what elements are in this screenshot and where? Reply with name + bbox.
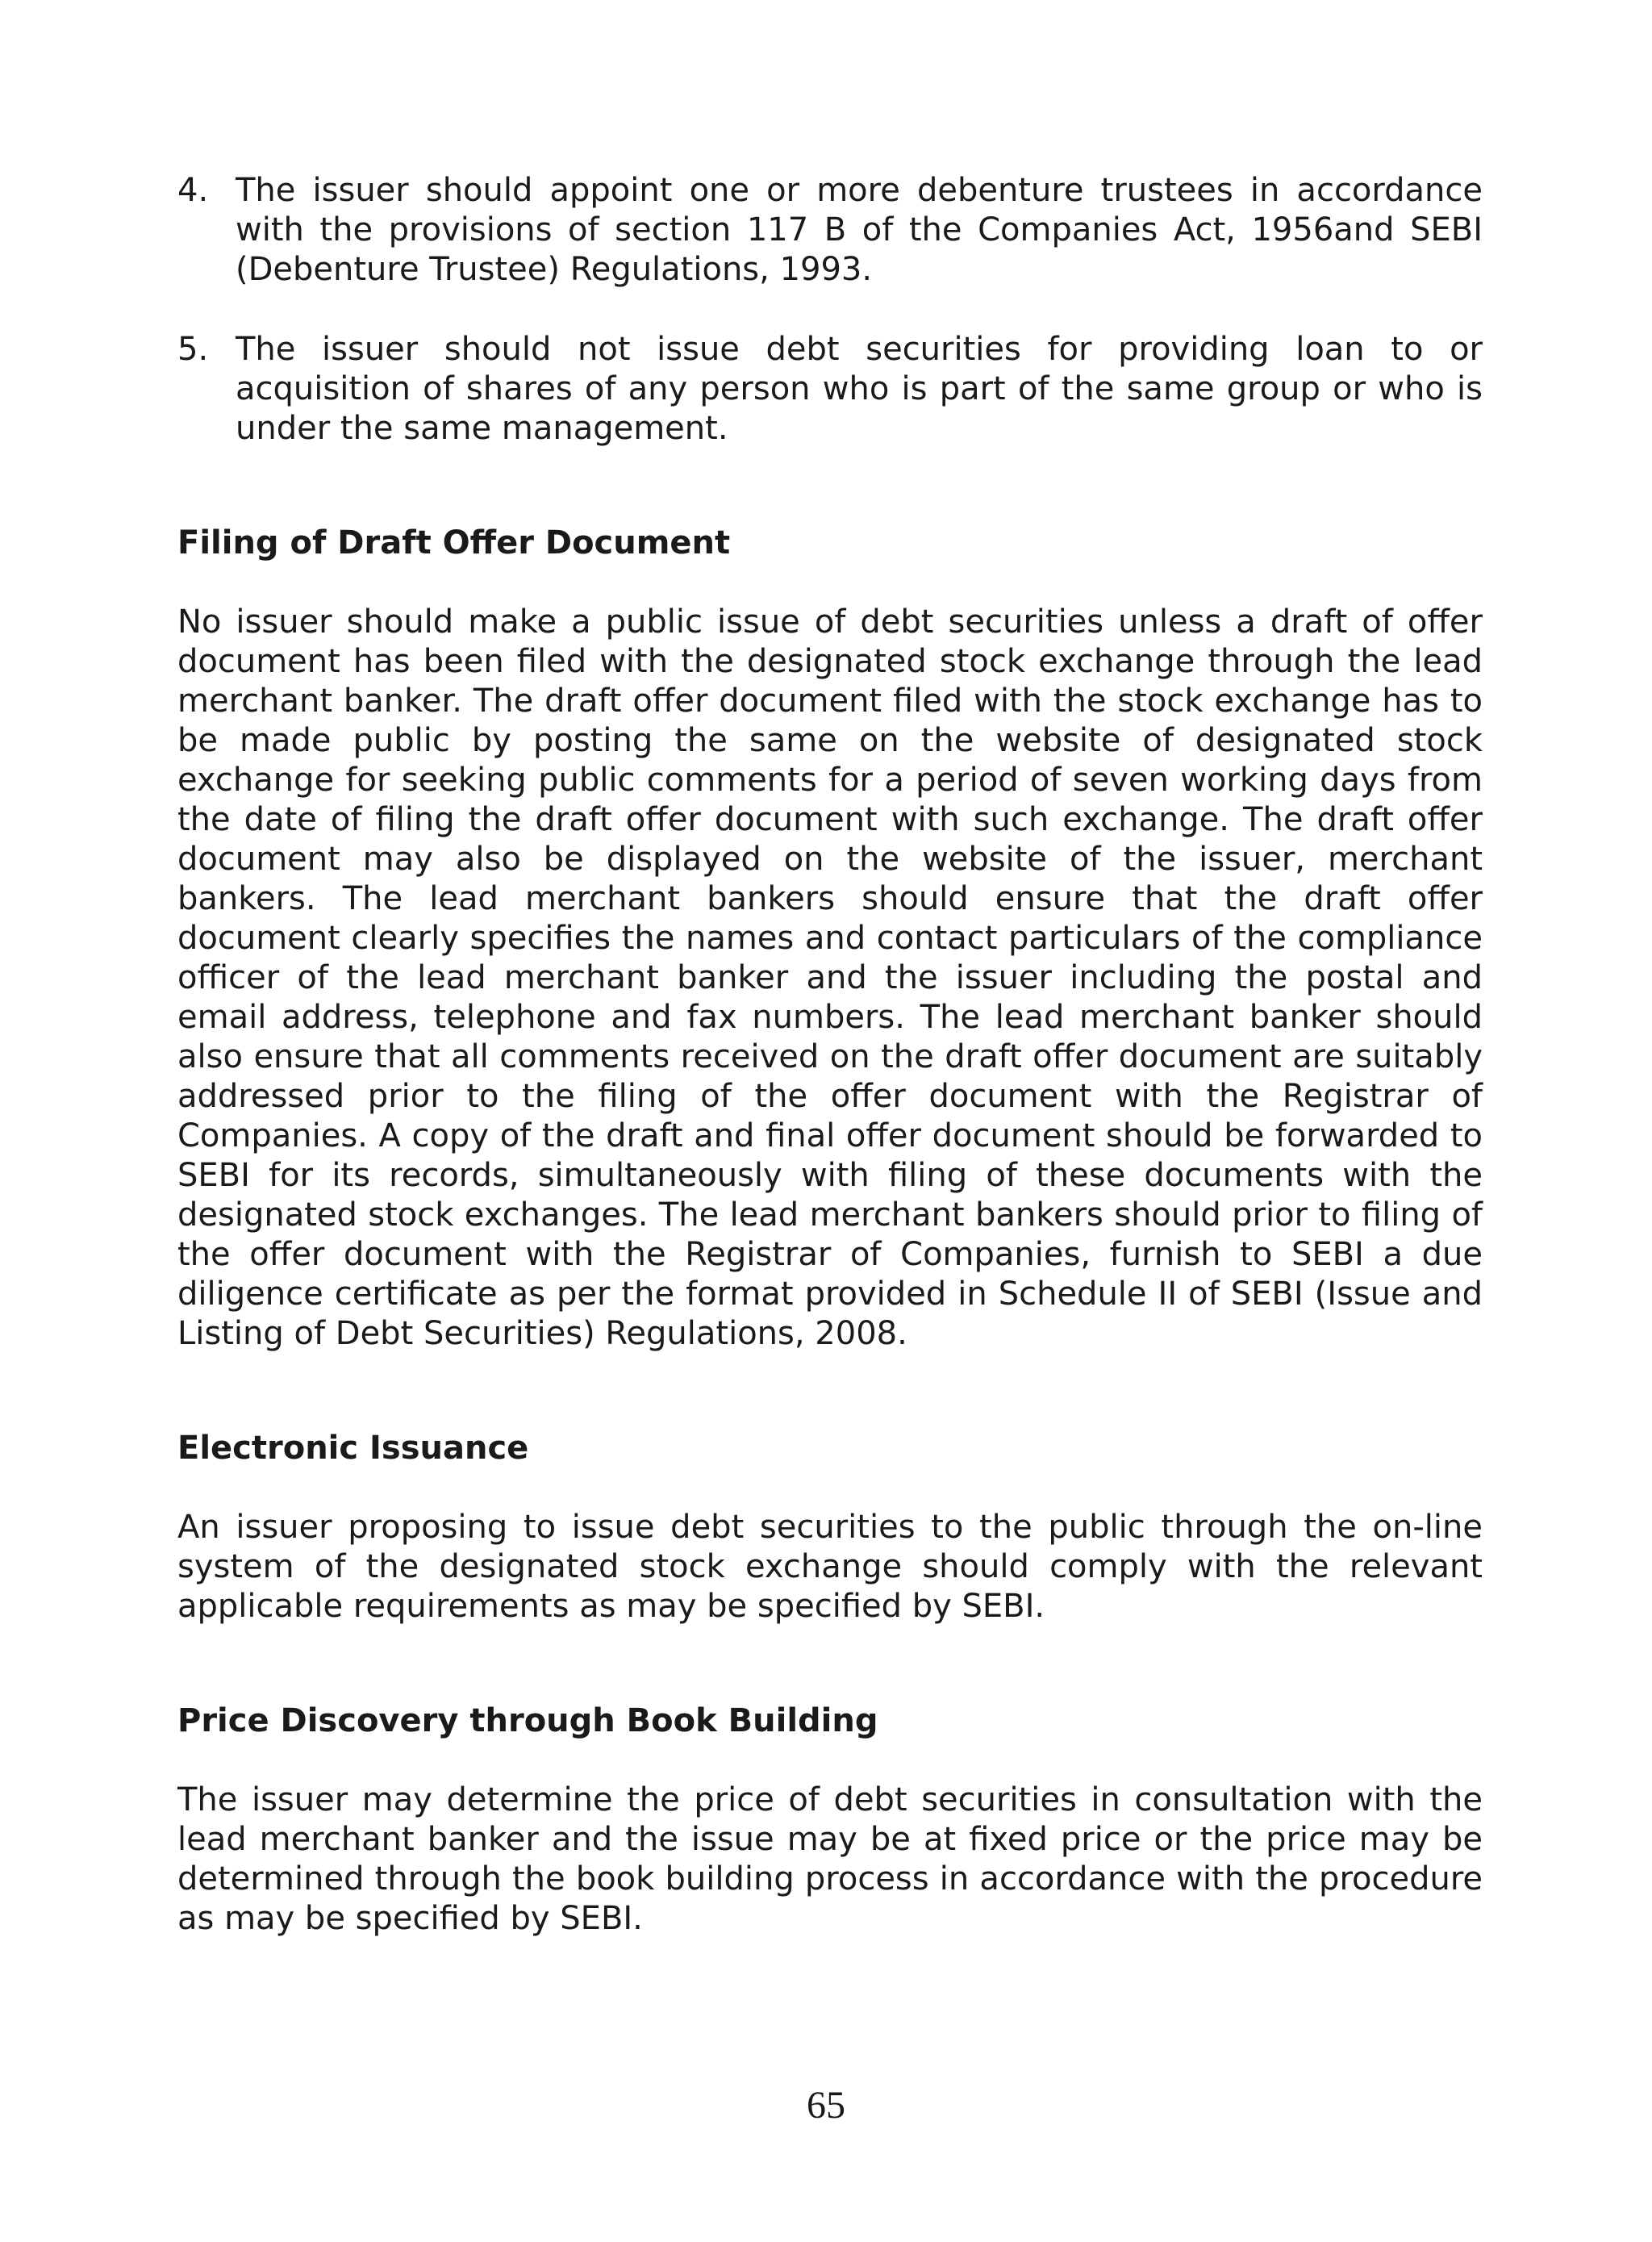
page-number: 65: [807, 2084, 845, 2127]
list-number: 4.: [177, 172, 209, 209]
section-body-electronic-issuance: An issuer proposing to issue debt securities to the public through the on-line system of the designated stock exchange should comply with the relevant applicable requirements as may be specified by SEBI.: [177, 1509, 1483, 1625]
list-text: The issuer should not issue debt securities for providing loan to or acquisition of shares of any person who is part of the same group or who is under the same management.: [236, 331, 1483, 447]
list-item-4: [177, 171, 1483, 290]
section-body-filing-draft-offer: No issuer should make a public issue of debt securities unless a draft of offer document has been filed with the designated stock exchange through the lead merchant banker. The draft offer document filed with the stock exchange has to be made public by posting the same on the website of designated stock exchange for seeking public comments for a period of seven working days from the date of filing the draft offer document with such exchange. The draft offer document may also be displayed on the website of the issuer, merchant bankers. The lead merchant bankers should ensure that the draft offer document clearly specifies the names and contact particulars of the compliance officer of the lead merchant banker and the issuer including the postal and email address, telephone and fax numbers. The lead merchant banker should also ensure that all comments received on the draft offer document are suitably addressed prior to the filing of the offer document with the Registrar of Companies. A copy of the draft and final offer document should be forwarded to SEBI for its records, simultaneously with filing of these documents with the designated stock exchanges. The lead merchant bankers should prior to filing of the offer document with the Registrar of Companies, furnish to SEBI a due diligence certificate as per the format provided in Schedule II of SEBI (Issue and Listing of Debt Securities) Regulations, 2008.: [177, 603, 1483, 1352]
page-content: [177, 171, 1483, 1939]
list-text: The issuer should appoint one or more debenture trustees in accordance with the provisions of section 117 B of the Companies Act, 1956and SEBI (Debenture Trustee) Regulations, 1993.: [236, 172, 1483, 288]
section-heading-price-discovery: Price Discovery through Book Building: [177, 1702, 878, 1739]
section-heading-electronic-issuance: Electronic Issuance: [177, 1430, 529, 1467]
section-body-price-discovery: The issuer may determine the price of debt securities in consultation with the lead merchant banker and the issue may be at fixed price or the price may be determined through the book building process in accordance with the procedure as may be specified by SEBI.: [177, 1781, 1483, 1937]
list-item-5: [177, 330, 1483, 449]
section-heading-filing-draft-offer: Filing of Draft Offer Document: [177, 524, 731, 562]
list-number: 5.: [177, 331, 209, 368]
